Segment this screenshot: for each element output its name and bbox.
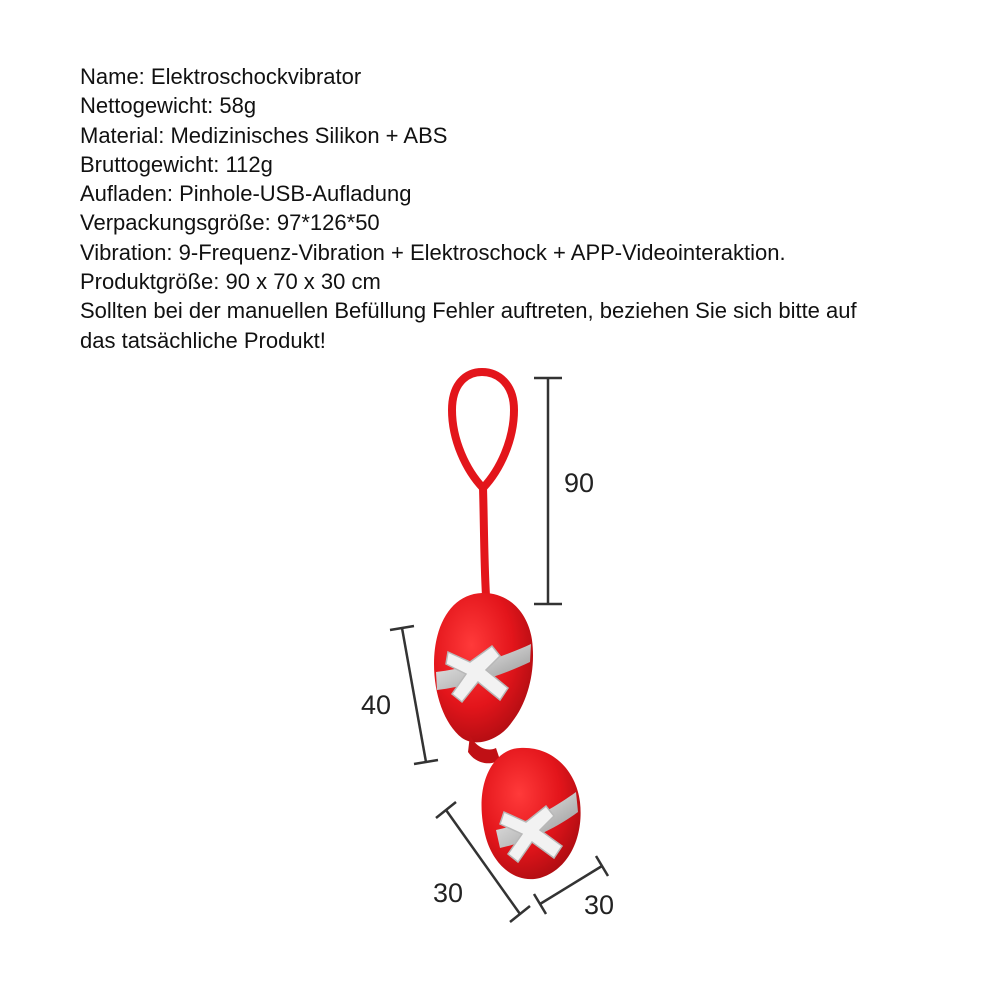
spec-charging: Aufladen: Pinhole-USB-Aufladung bbox=[80, 181, 412, 207]
spec-product-size: Produktgröße: 90 x 70 x 30 cm bbox=[80, 269, 381, 295]
spec-net-weight: Nettogewicht: 58g bbox=[80, 93, 257, 119]
dimension-label-30-width: 30 bbox=[584, 890, 615, 920]
lower-ball bbox=[482, 748, 581, 879]
dimension-ball-height bbox=[361, 626, 438, 764]
spec-vibration: Vibration: 9-Frequenz-Vibration + Elektroschock + APP-Videointeraktion. bbox=[80, 239, 786, 265]
dimension-total-height bbox=[534, 378, 594, 604]
upper-ball bbox=[434, 593, 533, 742]
dimension-label-30-depth: 30 bbox=[433, 878, 464, 908]
spec-disclaimer: Sollten bei der manuellen Befüllung Fehler auftreten, beziehen Sie sich bitte auf das tatsächliche Produkt! bbox=[80, 298, 857, 353]
dimension-label-40: 40 bbox=[361, 690, 392, 720]
spec-package-size: Verpackungsgröße: 97*126*50 bbox=[80, 210, 380, 236]
dimension-label-90: 90 bbox=[564, 468, 595, 498]
spec-gross-weight: Bruttogewicht: 112g bbox=[80, 151, 273, 177]
spec-material: Material: Medizinisches Silikon + ABS bbox=[80, 122, 448, 148]
spec-name: Name: Elektroschockvibrator bbox=[80, 64, 362, 89]
pull-loop bbox=[452, 372, 514, 596]
